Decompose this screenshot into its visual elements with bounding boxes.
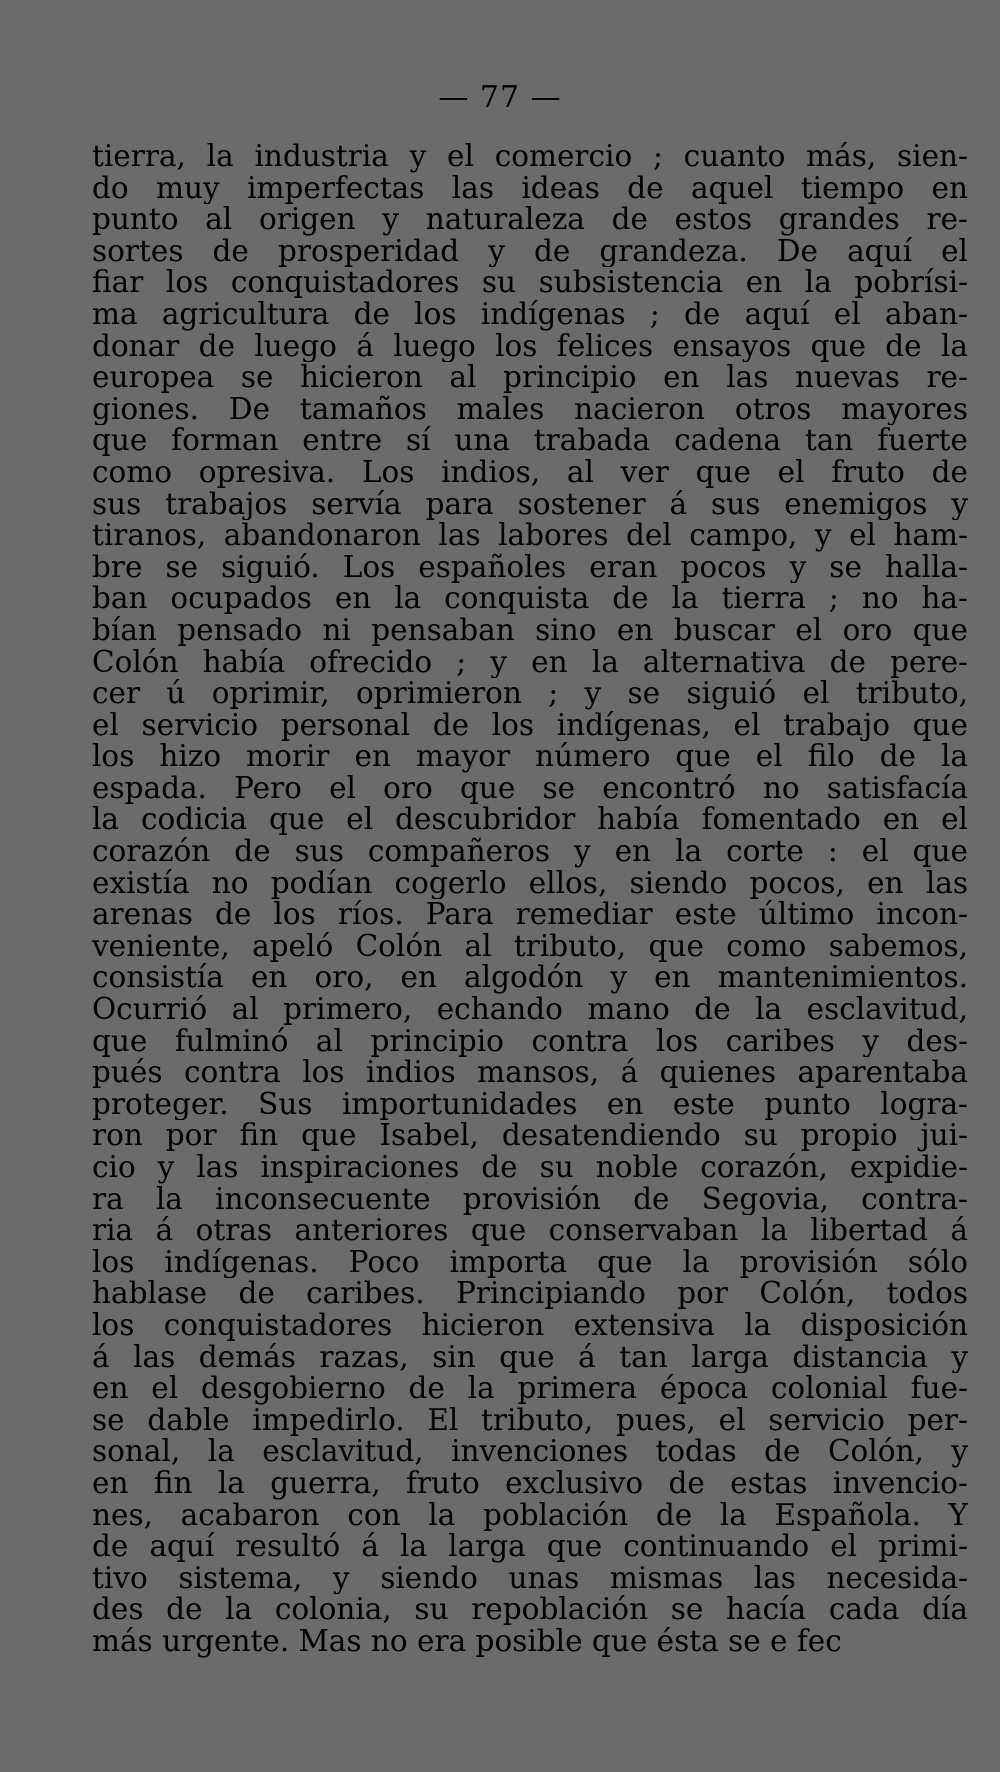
text-line: los conquistadores hicieron extensiva la disposición xyxy=(92,1309,968,1342)
body-text xyxy=(92,141,968,1658)
text-line: tierra, la industria y el comercio ; cuanto más, sien- xyxy=(92,141,968,173)
text-line: los indígenas. Poco importa que la provisión sólo xyxy=(92,1246,968,1279)
text-line: ban ocupados en la conquista de la tierra ; no ha- xyxy=(92,583,968,615)
text-line: pués contra los indios mansos, á quienes aparentaba xyxy=(92,1057,968,1089)
text-line: cer ú oprimir, oprimieron ; y se siguió el tributo, xyxy=(92,678,968,710)
text-line: el servicio personal de los indígenas, el trabajo que xyxy=(92,709,968,742)
text-line: arenas de los ríos. Para remediar este último incon- xyxy=(92,899,968,931)
text-line: ma agricultura de los indígenas ; de aquí el aban- xyxy=(92,298,968,331)
text-line: bían pensado ni pensaban sino en buscar el oro que xyxy=(92,614,968,647)
text-line: los hizo morir en mayor número que el filo de la xyxy=(92,741,968,773)
text-line: la codicia que el descubridor había fomentado en el xyxy=(92,804,968,837)
text-line: cio y las inspiraciones de su noble corazón, expidie- xyxy=(92,1152,968,1184)
text-line: tiranos, abandonaron las labores del campo, y el ham- xyxy=(92,520,968,552)
text-line: sonal, la esclavitud, invenciones todas de Colón, y xyxy=(92,1436,968,1468)
text-line: punto al origen y naturaleza de estos grandes re- xyxy=(92,204,968,236)
text-line: bre se siguió. Los españoles eran pocos y se halla- xyxy=(92,551,968,584)
text-line: Ocurrió al primero, echando mano de la esclavitud, xyxy=(92,994,968,1026)
text-line: europea se hicieron al principio en las nuevas re- xyxy=(92,362,968,394)
text-line: corazón de sus compañeros y en la corte : el que xyxy=(92,836,968,868)
text-line: en fin la guerra, fruto exclusivo de estas invencio- xyxy=(92,1467,968,1500)
text-line: giones. De tamaños males nacieron otros mayores xyxy=(92,393,968,426)
text-line: ria á otras anteriores que conservaban la libertad á xyxy=(92,1215,968,1247)
text-line: se dable impedirlo. El tributo, pues, el servicio per- xyxy=(92,1404,968,1437)
text-line: que forman entre sí una trabada cadena tan fuerte xyxy=(92,425,968,457)
text-line: sortes de prosperidad y de grandeza. De aquí el xyxy=(92,235,968,268)
text-line: de aquí resultó á la larga que continuando el primi- xyxy=(92,1531,968,1563)
text-line: fiar los conquistadores su subsistencia en la pobrísi- xyxy=(92,267,968,299)
text-line: des de la colonia, su repoblación se hacía cada día xyxy=(92,1594,968,1626)
text-line: ron por fin que Isabel, desatendiendo su propio jui- xyxy=(92,1120,968,1152)
page-number: — 77 — xyxy=(438,80,562,115)
text-line: donar de luego á luego los felices ensayos que de la xyxy=(92,330,968,363)
text-line: en el desgobierno de la primera época colonial fue- xyxy=(92,1373,968,1405)
text-line: á las demás razas, sin que á tan larga distancia y xyxy=(92,1341,968,1374)
text-line: como opresiva. Los indios, al ver que el fruto de xyxy=(92,456,968,489)
text-line: existía no podían cogerlo ellos, siendo pocos, en las xyxy=(92,867,968,900)
text-line: consistía en oro, en algodón y en mantenimientos. xyxy=(92,962,968,995)
text-line: tivo sistema, y siendo unas mismas las necesida- xyxy=(92,1562,968,1595)
text-line: hablase de caribes. Principiando por Colón, todos xyxy=(92,1278,968,1310)
text-line: espada. Pero el oro que se encontró no satisfacía xyxy=(92,772,968,805)
text-line: veniente, apeló Colón al tributo, que como sabemos, xyxy=(92,930,968,963)
text-line: sus trabajos servía para sostener á sus enemigos y xyxy=(92,488,968,521)
text-line: que fulminó al principio contra los caribes y des- xyxy=(92,1025,968,1058)
text-line: ra la inconsecuente provisión de Segovia, contra- xyxy=(92,1183,968,1216)
text-line: do muy imperfectas las ideas de aquel tiempo en xyxy=(92,172,968,205)
text-line: nes, acabaron con la población de la Española. Y xyxy=(92,1499,968,1532)
text-line: más urgente. Mas no era posible que ésta se e fec xyxy=(92,1625,842,1658)
text-line: proteger. Sus importunidades en este punto logra- xyxy=(92,1088,968,1121)
text-line: Colón había ofrecido ; y en la alternativa de pere- xyxy=(92,646,968,679)
